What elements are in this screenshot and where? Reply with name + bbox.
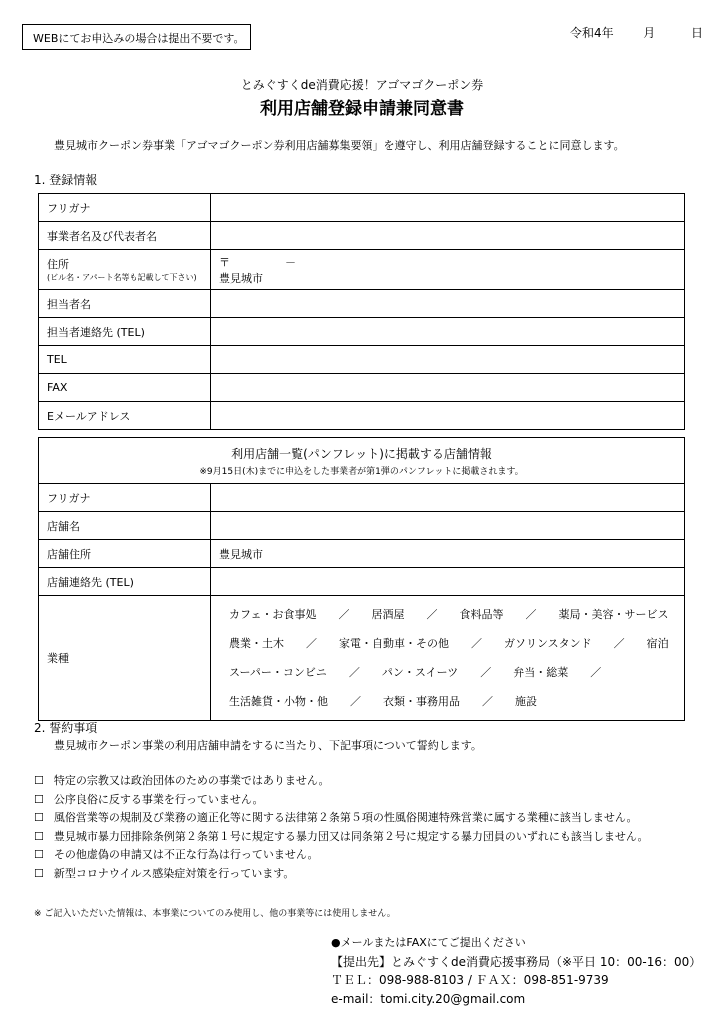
privacy-note: ※ ご記入いただいた情報は、本事業についてのみ使用し、他の事業等には使用しません。	[34, 909, 396, 919]
industry-facility[interactable]: 施設	[515, 695, 537, 708]
industry-agri[interactable]: 農業・土木	[229, 637, 284, 650]
postal-mark: 〒	[219, 255, 230, 269]
pledge-item-6[interactable]	[34, 865, 649, 884]
industry-cafe[interactable]: カフェ・お食事処	[229, 608, 317, 621]
store-tel-field[interactable]	[211, 568, 685, 596]
industry-options	[211, 596, 685, 721]
industry-clothing[interactable]: 衣類・事務用品	[383, 695, 460, 708]
industry-row-2	[229, 629, 684, 658]
contact-line-3: ＴＥＬ：098-988-8103 / ＦＡＸ：098-851-9739	[331, 973, 609, 987]
date-day: 日	[690, 26, 703, 40]
separator: ／	[338, 608, 350, 621]
industry-bakery[interactable]: パン・スイーツ	[381, 666, 459, 679]
industry-bento[interactable]: 弁当・総菜	[513, 666, 569, 679]
pledge-list	[34, 772, 649, 884]
pledge-item-5[interactable]	[34, 846, 649, 865]
store-address-city: 豊見城市	[219, 547, 263, 561]
checkbox-icon[interactable]: ☐	[34, 848, 44, 862]
pledge-item-3[interactable]	[34, 809, 649, 828]
checkbox-icon[interactable]: ☐	[34, 792, 44, 806]
store-table	[38, 437, 685, 721]
industry-appliance[interactable]: 家電・自動車・その他	[339, 637, 449, 650]
label-store-furigana: フリガナ	[39, 484, 211, 512]
separator: ／	[426, 608, 438, 621]
web-notice-box	[22, 24, 251, 50]
label-email: Eメールアドレス	[39, 402, 211, 430]
label-business-name: 事業者名及び代表者名	[39, 222, 211, 250]
label-industry: 業種	[39, 596, 211, 721]
industry-goods[interactable]: 生活雑貨・小物・他	[229, 695, 328, 708]
industry-row-1	[229, 600, 684, 629]
furigana-field[interactable]	[211, 194, 685, 222]
separator: ／	[480, 666, 492, 679]
contact-line-2: 【提出先】とみぐすくde消費応援事務局（※平日 10：00-16：00）	[331, 954, 702, 969]
label-store-tel: 店舗連絡先 (TEL)	[39, 568, 211, 596]
section2-lead: 豊見城市クーポン事業の利用店舗申請をするに当たり、下記事項について誓約します。	[54, 739, 482, 752]
date-era: 令和4年	[570, 26, 614, 40]
separator: ／	[590, 666, 602, 679]
pledge-item-2[interactable]	[34, 791, 649, 810]
section2-heading: 2. 誓約事項	[34, 721, 98, 735]
contact-line-1: ●メールまたはFAXにてご提出ください	[331, 936, 526, 949]
checkbox-icon[interactable]: ☐	[34, 811, 44, 825]
label-tel: TEL	[39, 346, 211, 374]
address-sub-label: (ビル名・アパート名等も記載して下さい)	[47, 273, 197, 282]
business-name-field[interactable]	[211, 222, 685, 250]
contact-email[interactable]: e-mail：tomi.city.20@gmail.com	[331, 991, 526, 1006]
pledge-text: 新型コロナウイルス感染症対策を行っています。	[53, 866, 295, 880]
label-address	[39, 250, 211, 290]
page-title: 利用店舗登録申請兼同意書	[260, 99, 464, 119]
email-field[interactable]	[211, 402, 685, 430]
registration-table	[38, 193, 685, 430]
address-label: 住所	[47, 258, 69, 271]
store-name-field[interactable]	[211, 512, 685, 540]
separator: ／	[306, 637, 317, 650]
label-fax: FAX	[39, 374, 211, 402]
checkbox-icon[interactable]: ☐	[34, 866, 44, 880]
separator: ／	[525, 608, 537, 621]
pledge-text: 特定の宗教又は政治団体のための事業ではありません。	[53, 774, 330, 787]
industry-lodging[interactable]: 宿泊	[646, 637, 669, 650]
label-contact-tel: 担当者連絡先 (TEL)	[39, 318, 211, 346]
tel-field[interactable]	[211, 346, 685, 374]
checkbox-icon[interactable]: ☐	[34, 829, 44, 843]
label-contact-person: 担当者名	[39, 290, 211, 318]
separator: ／	[613, 637, 625, 650]
industry-gas[interactable]: ガソリンスタンド	[504, 637, 592, 650]
industry-pharmacy[interactable]: 薬局・美容・サービス	[558, 608, 669, 621]
contact-block	[331, 934, 701, 1008]
industry-supermarket[interactable]: スーパー・コンビニ	[229, 666, 327, 679]
pledge-text: その他虚偽の申請又は不正な行為は行っていません。	[53, 848, 319, 862]
pledge-item-4[interactable]	[34, 828, 649, 847]
fax-field[interactable]	[211, 374, 685, 402]
address-city: 豊見城市	[219, 271, 263, 285]
section1-heading: 1. 登録情報	[34, 173, 98, 187]
subtitle: とみぐすくde消費応援！アゴマゴクーポン券	[240, 78, 484, 92]
industry-row-4	[229, 687, 684, 716]
store-header-note: ※9月15日(木)までに申込をした事業者が第1弾のパンフレットに掲載されます。	[199, 466, 524, 477]
pledge-text: 公序良俗に反する事業を行っていません。	[53, 792, 264, 806]
label-store-name: 店舗名	[39, 512, 211, 540]
separator: ／	[348, 666, 360, 679]
store-header-title: 利用店舗一覧(パンフレット)に掲載する店舗情報	[231, 446, 492, 461]
web-notice-text: WEBにてお申込みの場合は提出不要です。	[33, 32, 245, 45]
contact-person-field[interactable]	[211, 290, 685, 318]
separator: ／	[350, 695, 361, 708]
intro-text: 豊見城市クーポン券事業「アゴマゴクーポン券利用店舗募集要領」を遵守し、利用店舗登録することに同意します。	[54, 139, 625, 152]
industry-food[interactable]: 食料品等	[459, 608, 504, 621]
contact-tel-field[interactable]	[211, 318, 685, 346]
industry-row-3	[229, 658, 684, 687]
label-furigana: フリガナ	[39, 194, 211, 222]
address-field[interactable]	[211, 250, 685, 290]
postal-dash: －	[285, 255, 296, 269]
industry-izakaya[interactable]: 居酒屋	[371, 608, 405, 621]
store-address-field[interactable]	[211, 540, 685, 568]
checkbox-icon[interactable]: ☐	[34, 774, 44, 787]
store-header	[39, 438, 685, 484]
pledge-text: 豊見城市暴力団排除条例第２条第１号に規定する暴力団又は同条第２号に規定する暴力団員のいずれにも該当しません。	[53, 829, 649, 843]
store-furigana-field[interactable]	[211, 484, 685, 512]
pledge-item-1[interactable]	[34, 772, 649, 791]
separator: ／	[471, 637, 482, 650]
separator: ／	[482, 695, 493, 708]
pledge-text: 風俗営業等の規制及び業務の適正化等に関する法律第２条第５項の性風俗関連特殊営業に属する業種に該当しません。	[53, 811, 638, 825]
label-store-address: 店舗住所	[39, 540, 211, 568]
date-month: 月	[643, 26, 656, 40]
date-line	[570, 24, 703, 41]
